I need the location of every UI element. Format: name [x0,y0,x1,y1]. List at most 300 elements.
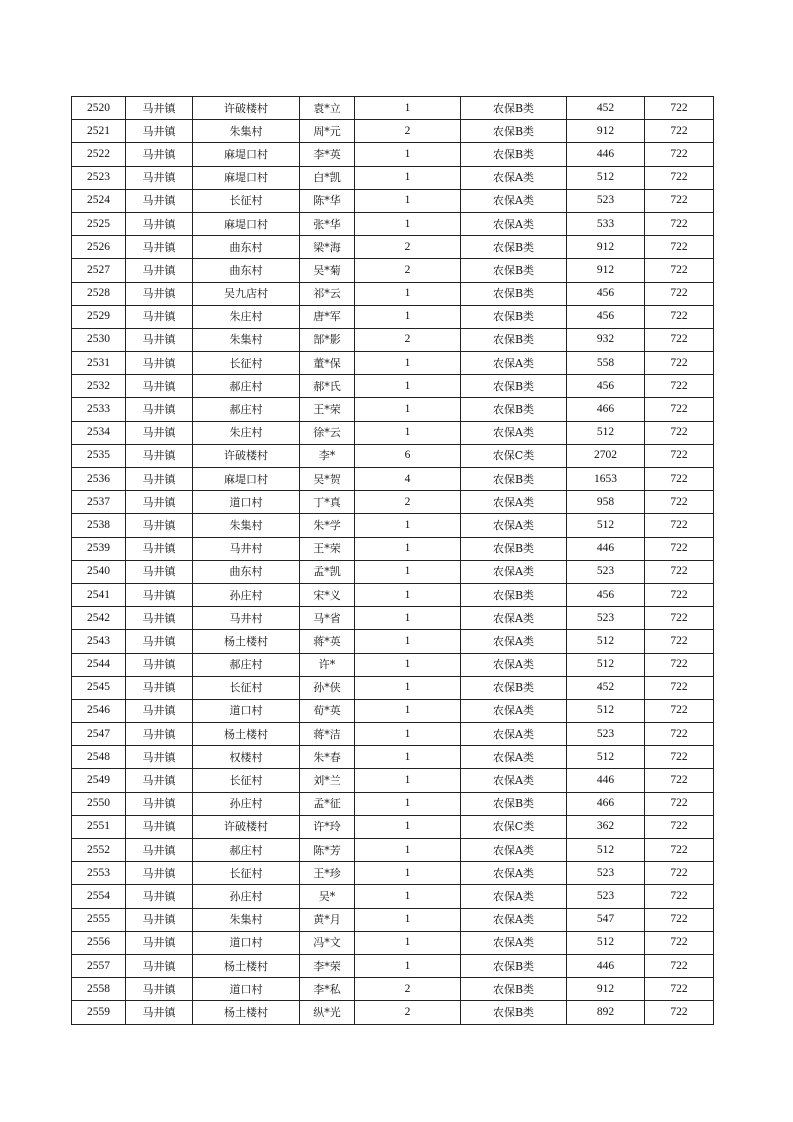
cell-town: 马井镇 [126,166,193,189]
table-row [72,166,714,189]
cell-town: 马井镇 [126,699,193,722]
cell-index: 2532 [72,375,126,398]
table-row [72,630,714,653]
cell-index: 2529 [72,305,126,328]
cell-index: 2550 [72,792,126,815]
cell-amount: 523 [567,607,645,630]
cell-name: 荀*英 [300,699,355,722]
cell-town: 马井镇 [126,143,193,166]
cell-index: 2533 [72,398,126,421]
cell-amount: 512 [567,166,645,189]
cell-village: 杨土楼村 [193,723,300,746]
cell-index: 2554 [72,885,126,908]
cell-village: 麻堤口村 [193,143,300,166]
cell-amount: 446 [567,537,645,560]
cell-amount: 912 [567,978,645,1001]
cell-amount: 558 [567,352,645,375]
cell-count: 1 [355,97,461,120]
cell-index: 2538 [72,514,126,537]
cell-village: 朱庄村 [193,421,300,444]
cell-index: 2552 [72,839,126,862]
cell-index: 2523 [72,166,126,189]
cell-village: 麻堤口村 [193,166,300,189]
table-row [72,514,714,537]
cell-index: 2541 [72,583,126,606]
cell-name: 袁*立 [300,97,355,120]
cell-village: 道口村 [193,491,300,514]
table-row [72,607,714,630]
table-row [72,676,714,699]
cell-name: 梁*海 [300,236,355,259]
table-row [72,931,714,954]
cell-count: 1 [355,282,461,305]
cell-village: 马井村 [193,607,300,630]
cell-type: 农保A类 [461,839,567,862]
cell-amount: 1653 [567,468,645,491]
cell-type: 农保A类 [461,166,567,189]
cell-name: 唐*军 [300,305,355,328]
cell-town: 马井镇 [126,328,193,351]
cell-code: 722 [645,792,714,815]
cell-code: 722 [645,862,714,885]
table-row [72,560,714,583]
cell-name: 纵*光 [300,1001,355,1024]
table-row [72,143,714,166]
cell-village: 长征村 [193,676,300,699]
cell-code: 722 [645,746,714,769]
table-row [72,305,714,328]
cell-index: 2521 [72,120,126,143]
cell-amount: 362 [567,815,645,838]
cell-village: 长征村 [193,352,300,375]
table-row [72,212,714,235]
table-row [72,120,714,143]
cell-village: 朱集村 [193,120,300,143]
cell-village: 曲东村 [193,236,300,259]
table-row [72,444,714,467]
cell-name: 冯*文 [300,931,355,954]
cell-code: 722 [645,166,714,189]
cell-count: 1 [355,676,461,699]
cell-town: 马井镇 [126,723,193,746]
cell-code: 722 [645,421,714,444]
cell-amount: 456 [567,282,645,305]
cell-village: 道口村 [193,931,300,954]
cell-town: 马井镇 [126,769,193,792]
cell-code: 722 [645,514,714,537]
cell-type: 农保A类 [461,931,567,954]
cell-village: 长征村 [193,189,300,212]
cell-type: 农保B类 [461,97,567,120]
cell-name: 许*玲 [300,815,355,838]
cell-code: 722 [645,468,714,491]
cell-index: 2547 [72,723,126,746]
table-row [72,1001,714,1024]
cell-town: 马井镇 [126,607,193,630]
cell-village: 马井村 [193,537,300,560]
table-row [72,699,714,722]
cell-town: 马井镇 [126,212,193,235]
cell-code: 722 [645,630,714,653]
cell-code: 722 [645,1001,714,1024]
table-row [72,954,714,977]
table-row [72,862,714,885]
cell-town: 马井镇 [126,421,193,444]
cell-village: 许破楼村 [193,815,300,838]
data-table-container [71,96,714,1025]
cell-index: 2542 [72,607,126,630]
cell-code: 722 [645,282,714,305]
cell-index: 2548 [72,746,126,769]
cell-village: 朱集村 [193,908,300,931]
cell-index: 2534 [72,421,126,444]
cell-code: 722 [645,537,714,560]
cell-code: 722 [645,398,714,421]
cell-village: 许破楼村 [193,444,300,467]
cell-index: 2537 [72,491,126,514]
cell-index: 2558 [72,978,126,1001]
cell-town: 马井镇 [126,97,193,120]
table-row [72,746,714,769]
cell-name: 王*珍 [300,862,355,885]
cell-town: 马井镇 [126,630,193,653]
cell-code: 722 [645,607,714,630]
cell-code: 722 [645,908,714,931]
cell-amount: 512 [567,630,645,653]
cell-town: 马井镇 [126,444,193,467]
table-body [72,97,714,1025]
cell-village: 曲东村 [193,560,300,583]
cell-village: 朱庄村 [193,305,300,328]
cell-town: 马井镇 [126,908,193,931]
cell-type: 农保B类 [461,259,567,282]
cell-amount: 512 [567,653,645,676]
cell-type: 农保A类 [461,352,567,375]
cell-village: 朱集村 [193,328,300,351]
cell-count: 1 [355,143,461,166]
cell-code: 722 [645,305,714,328]
table-row [72,398,714,421]
data-table [71,96,714,1025]
cell-amount: 512 [567,746,645,769]
cell-town: 马井镇 [126,583,193,606]
table-row [72,97,714,120]
cell-code: 722 [645,236,714,259]
cell-town: 马井镇 [126,468,193,491]
cell-code: 722 [645,653,714,676]
table-row [72,885,714,908]
cell-code: 722 [645,444,714,467]
cell-code: 722 [645,978,714,1001]
cell-code: 722 [645,120,714,143]
cell-type: 农保B类 [461,282,567,305]
cell-count: 1 [355,352,461,375]
cell-name: 白*凯 [300,166,355,189]
cell-code: 722 [645,375,714,398]
cell-town: 马井镇 [126,560,193,583]
cell-amount: 452 [567,676,645,699]
cell-index: 2530 [72,328,126,351]
cell-index: 2557 [72,954,126,977]
cell-count: 1 [355,537,461,560]
table-row [72,839,714,862]
cell-count: 1 [355,653,461,676]
cell-count: 1 [355,166,461,189]
cell-count: 2 [355,120,461,143]
cell-index: 2549 [72,769,126,792]
cell-type: 农保A类 [461,653,567,676]
cell-count: 1 [355,630,461,653]
cell-amount: 512 [567,514,645,537]
cell-name: 陈*华 [300,189,355,212]
cell-type: 农保B类 [461,468,567,491]
cell-count: 2 [355,491,461,514]
cell-town: 马井镇 [126,375,193,398]
cell-type: 农保B类 [461,398,567,421]
cell-index: 2544 [72,653,126,676]
cell-type: 农保B类 [461,954,567,977]
cell-amount: 512 [567,699,645,722]
cell-amount: 512 [567,931,645,954]
cell-index: 2520 [72,97,126,120]
cell-name: 周*元 [300,120,355,143]
cell-type: 农保A类 [461,699,567,722]
cell-town: 马井镇 [126,931,193,954]
cell-index: 2522 [72,143,126,166]
cell-town: 马井镇 [126,352,193,375]
table-row [72,328,714,351]
cell-count: 1 [355,792,461,815]
cell-name: 李*私 [300,978,355,1001]
cell-amount: 533 [567,212,645,235]
cell-village: 权楼村 [193,746,300,769]
cell-count: 1 [355,212,461,235]
cell-town: 马井镇 [126,514,193,537]
cell-amount: 912 [567,259,645,282]
cell-amount: 446 [567,954,645,977]
table-row [72,375,714,398]
cell-town: 马井镇 [126,862,193,885]
cell-count: 1 [355,607,461,630]
cell-village: 郝庄村 [193,839,300,862]
table-row [72,769,714,792]
cell-amount: 456 [567,305,645,328]
cell-name: 郜*影 [300,328,355,351]
cell-count: 2 [355,1001,461,1024]
cell-index: 2531 [72,352,126,375]
cell-count: 1 [355,954,461,977]
cell-village: 孙庄村 [193,792,300,815]
table-row [72,236,714,259]
table-row [72,815,714,838]
cell-code: 722 [645,954,714,977]
table-row [72,491,714,514]
cell-name: 王*荣 [300,537,355,560]
table-row [72,908,714,931]
cell-name: 孙*侠 [300,676,355,699]
cell-town: 马井镇 [126,236,193,259]
cell-index: 2524 [72,189,126,212]
table-row [72,978,714,1001]
cell-count: 1 [355,746,461,769]
cell-code: 722 [645,491,714,514]
cell-village: 孙庄村 [193,583,300,606]
cell-code: 722 [645,97,714,120]
cell-name: 祁*云 [300,282,355,305]
cell-code: 722 [645,560,714,583]
cell-type: 农保A类 [461,421,567,444]
cell-town: 马井镇 [126,676,193,699]
cell-village: 杨土楼村 [193,630,300,653]
cell-village: 郝庄村 [193,375,300,398]
cell-type: 农保B类 [461,143,567,166]
cell-type: 农保C类 [461,815,567,838]
cell-name: 吴*贺 [300,468,355,491]
cell-type: 农保B类 [461,236,567,259]
cell-town: 马井镇 [126,537,193,560]
cell-town: 马井镇 [126,398,193,421]
cell-name: 吴* [300,885,355,908]
cell-amount: 892 [567,1001,645,1024]
table-row [72,723,714,746]
cell-count: 1 [355,885,461,908]
cell-town: 马井镇 [126,839,193,862]
cell-village: 麻堤口村 [193,468,300,491]
cell-index: 2555 [72,908,126,931]
cell-code: 722 [645,189,714,212]
cell-code: 722 [645,583,714,606]
table-row [72,189,714,212]
cell-name: 朱*学 [300,514,355,537]
cell-code: 722 [645,676,714,699]
cell-type: 农保A类 [461,769,567,792]
cell-name: 徐*云 [300,421,355,444]
cell-type: 农保B类 [461,792,567,815]
cell-count: 1 [355,305,461,328]
cell-index: 2556 [72,931,126,954]
cell-index: 2543 [72,630,126,653]
cell-type: 农保B类 [461,676,567,699]
cell-index: 2535 [72,444,126,467]
cell-village: 道口村 [193,699,300,722]
cell-amount: 523 [567,189,645,212]
cell-type: 农保B类 [461,537,567,560]
cell-count: 1 [355,421,461,444]
cell-count: 2 [355,236,461,259]
cell-town: 马井镇 [126,954,193,977]
cell-village: 道口村 [193,978,300,1001]
cell-village: 吴九店村 [193,282,300,305]
cell-code: 722 [645,723,714,746]
cell-type: 农保A类 [461,630,567,653]
cell-index: 2540 [72,560,126,583]
cell-count: 1 [355,514,461,537]
cell-name: 吴*菊 [300,259,355,282]
cell-index: 2526 [72,236,126,259]
cell-village: 杨土楼村 [193,954,300,977]
cell-amount: 446 [567,769,645,792]
cell-amount: 456 [567,583,645,606]
cell-town: 马井镇 [126,259,193,282]
cell-index: 2553 [72,862,126,885]
cell-count: 1 [355,189,461,212]
cell-code: 722 [645,931,714,954]
cell-name: 张*华 [300,212,355,235]
cell-code: 722 [645,143,714,166]
cell-amount: 523 [567,862,645,885]
cell-count: 2 [355,259,461,282]
cell-code: 722 [645,259,714,282]
cell-town: 马井镇 [126,282,193,305]
cell-code: 722 [645,699,714,722]
cell-amount: 452 [567,97,645,120]
cell-count: 1 [355,839,461,862]
cell-name: 马*省 [300,607,355,630]
table-row [72,259,714,282]
cell-type: 农保A类 [461,212,567,235]
cell-name: 黄*月 [300,908,355,931]
cell-count: 1 [355,862,461,885]
cell-village: 麻堤口村 [193,212,300,235]
cell-name: 蒋*洁 [300,723,355,746]
cell-type: 农保B类 [461,120,567,143]
cell-count: 1 [355,769,461,792]
cell-type: 农保C类 [461,444,567,467]
cell-village: 朱集村 [193,514,300,537]
cell-town: 马井镇 [126,815,193,838]
cell-index: 2545 [72,676,126,699]
cell-name: 刘*兰 [300,769,355,792]
cell-amount: 912 [567,120,645,143]
cell-amount: 446 [567,143,645,166]
cell-name: 郝*氏 [300,375,355,398]
cell-village: 长征村 [193,769,300,792]
cell-index: 2525 [72,212,126,235]
cell-type: 农保A类 [461,514,567,537]
cell-count: 1 [355,398,461,421]
cell-village: 郝庄村 [193,398,300,421]
cell-code: 722 [645,352,714,375]
cell-type: 农保A类 [461,908,567,931]
cell-village: 郝庄村 [193,653,300,676]
cell-amount: 958 [567,491,645,514]
cell-type: 农保B类 [461,328,567,351]
cell-type: 农保A类 [461,189,567,212]
cell-count: 1 [355,908,461,931]
cell-town: 马井镇 [126,1001,193,1024]
table-row [72,282,714,305]
cell-index: 2527 [72,259,126,282]
cell-town: 马井镇 [126,189,193,212]
cell-town: 马井镇 [126,746,193,769]
cell-type: 农保B类 [461,375,567,398]
cell-village: 杨土楼村 [193,1001,300,1024]
cell-name: 许* [300,653,355,676]
cell-village: 曲东村 [193,259,300,282]
cell-count: 4 [355,468,461,491]
cell-index: 2551 [72,815,126,838]
cell-name: 董*保 [300,352,355,375]
cell-amount: 512 [567,839,645,862]
cell-town: 马井镇 [126,491,193,514]
cell-type: 农保A类 [461,607,567,630]
cell-index: 2539 [72,537,126,560]
cell-village: 长征村 [193,862,300,885]
cell-name: 丁*真 [300,491,355,514]
cell-name: 王*荣 [300,398,355,421]
cell-name: 宋*义 [300,583,355,606]
cell-name: 李*荣 [300,954,355,977]
